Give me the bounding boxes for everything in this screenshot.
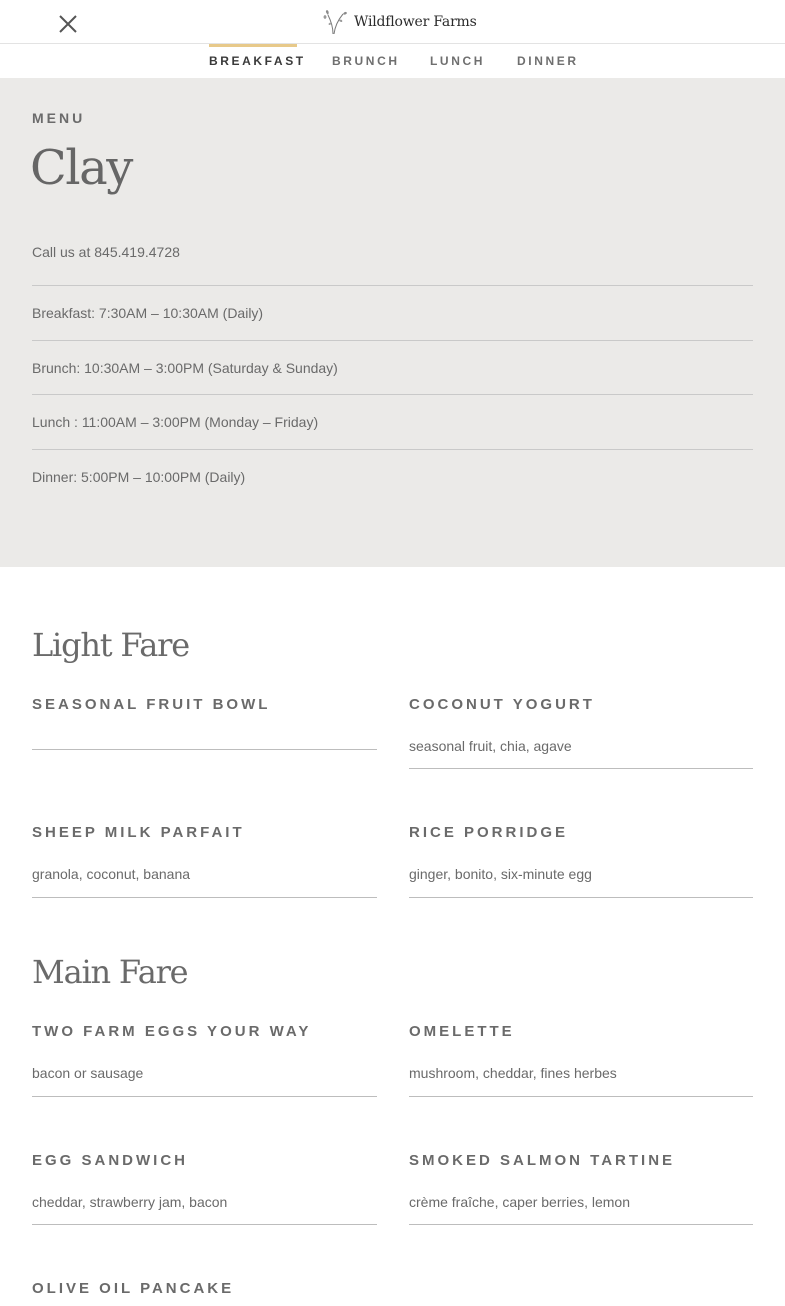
menu-item [32, 696, 377, 750]
phone-info[interactable]: Call us at 845.419.4728 [32, 225, 753, 286]
menu-item [32, 1023, 377, 1097]
menu-item [409, 1152, 753, 1225]
hours-brunch: Brunch: 10:30AM – 3:00PM (Saturday & Sunday) [32, 341, 753, 396]
menu-item-name: SMOKED SALMON TARTINE [409, 1152, 676, 1169]
menu-item-description: ginger, bonito, six-minute egg [409, 866, 592, 882]
section-title-main-fare: Main Fare [32, 953, 188, 991]
section-title-light-fare: Light Fare [32, 626, 189, 664]
meal-tabs [0, 44, 785, 78]
hours-list [32, 225, 753, 504]
menu-item [409, 1023, 753, 1097]
menu-eyebrow: MENU [32, 110, 86, 126]
menu-item-description: bacon or sausage [32, 1065, 144, 1081]
menu-item [32, 1280, 377, 1302]
wildflower-logo-icon [322, 9, 348, 35]
menu-hero [0, 78, 785, 567]
menu-item-name: SEASONAL FRUIT BOWL [32, 696, 271, 713]
menu-item [409, 696, 753, 769]
menu-item-description: crème fraîche, caper berries, lemon [409, 1194, 630, 1210]
brand-name: Wildflower Farms [354, 14, 477, 30]
menu-item-description: mushroom, cheddar, fines herbes [409, 1065, 617, 1081]
menu-item-name: RICE PORRIDGE [409, 824, 569, 841]
menu-item-description: cheddar, strawberry jam, bacon [32, 1194, 228, 1210]
tab-brunch[interactable]: BRUNCH [332, 54, 400, 68]
menu-item-name: OLIVE OIL PANCAKE [32, 1280, 235, 1297]
tab-lunch[interactable]: LUNCH [430, 54, 485, 68]
hours-lunch: Lunch : 11:00AM – 3:00PM (Monday – Friday) [32, 395, 753, 450]
menu-item-name: TWO FARM EGGS YOUR WAY [32, 1023, 312, 1040]
page-title: Clay [30, 140, 132, 196]
tab-breakfast[interactable]: BREAKFAST [209, 44, 297, 78]
menu-item [409, 824, 753, 898]
menu-item-description: granola, coconut, banana [32, 866, 191, 882]
close-icon [56, 12, 80, 36]
menu-item-name: EGG SANDWICH [32, 1152, 188, 1169]
menu-item-description: seasonal fruit, chia, agave [409, 738, 572, 754]
menu-item [32, 824, 377, 898]
brand-logo[interactable] [322, 8, 477, 36]
menu-item-name: SHEEP MILK PARFAIT [32, 824, 245, 841]
menu-item-name: OMELETTE [409, 1023, 515, 1040]
close-button[interactable] [56, 12, 80, 36]
hours-dinner: Dinner: 5:00PM – 10:00PM (Daily) [32, 468, 246, 485]
menu-item-name: COCONUT YOGURT [409, 696, 595, 713]
hours-breakfast: Breakfast: 7:30AM – 10:30AM (Daily) [32, 286, 753, 341]
top-bar [0, 0, 785, 44]
menu-item [32, 1152, 377, 1225]
tab-dinner[interactable]: DINNER [517, 54, 579, 68]
